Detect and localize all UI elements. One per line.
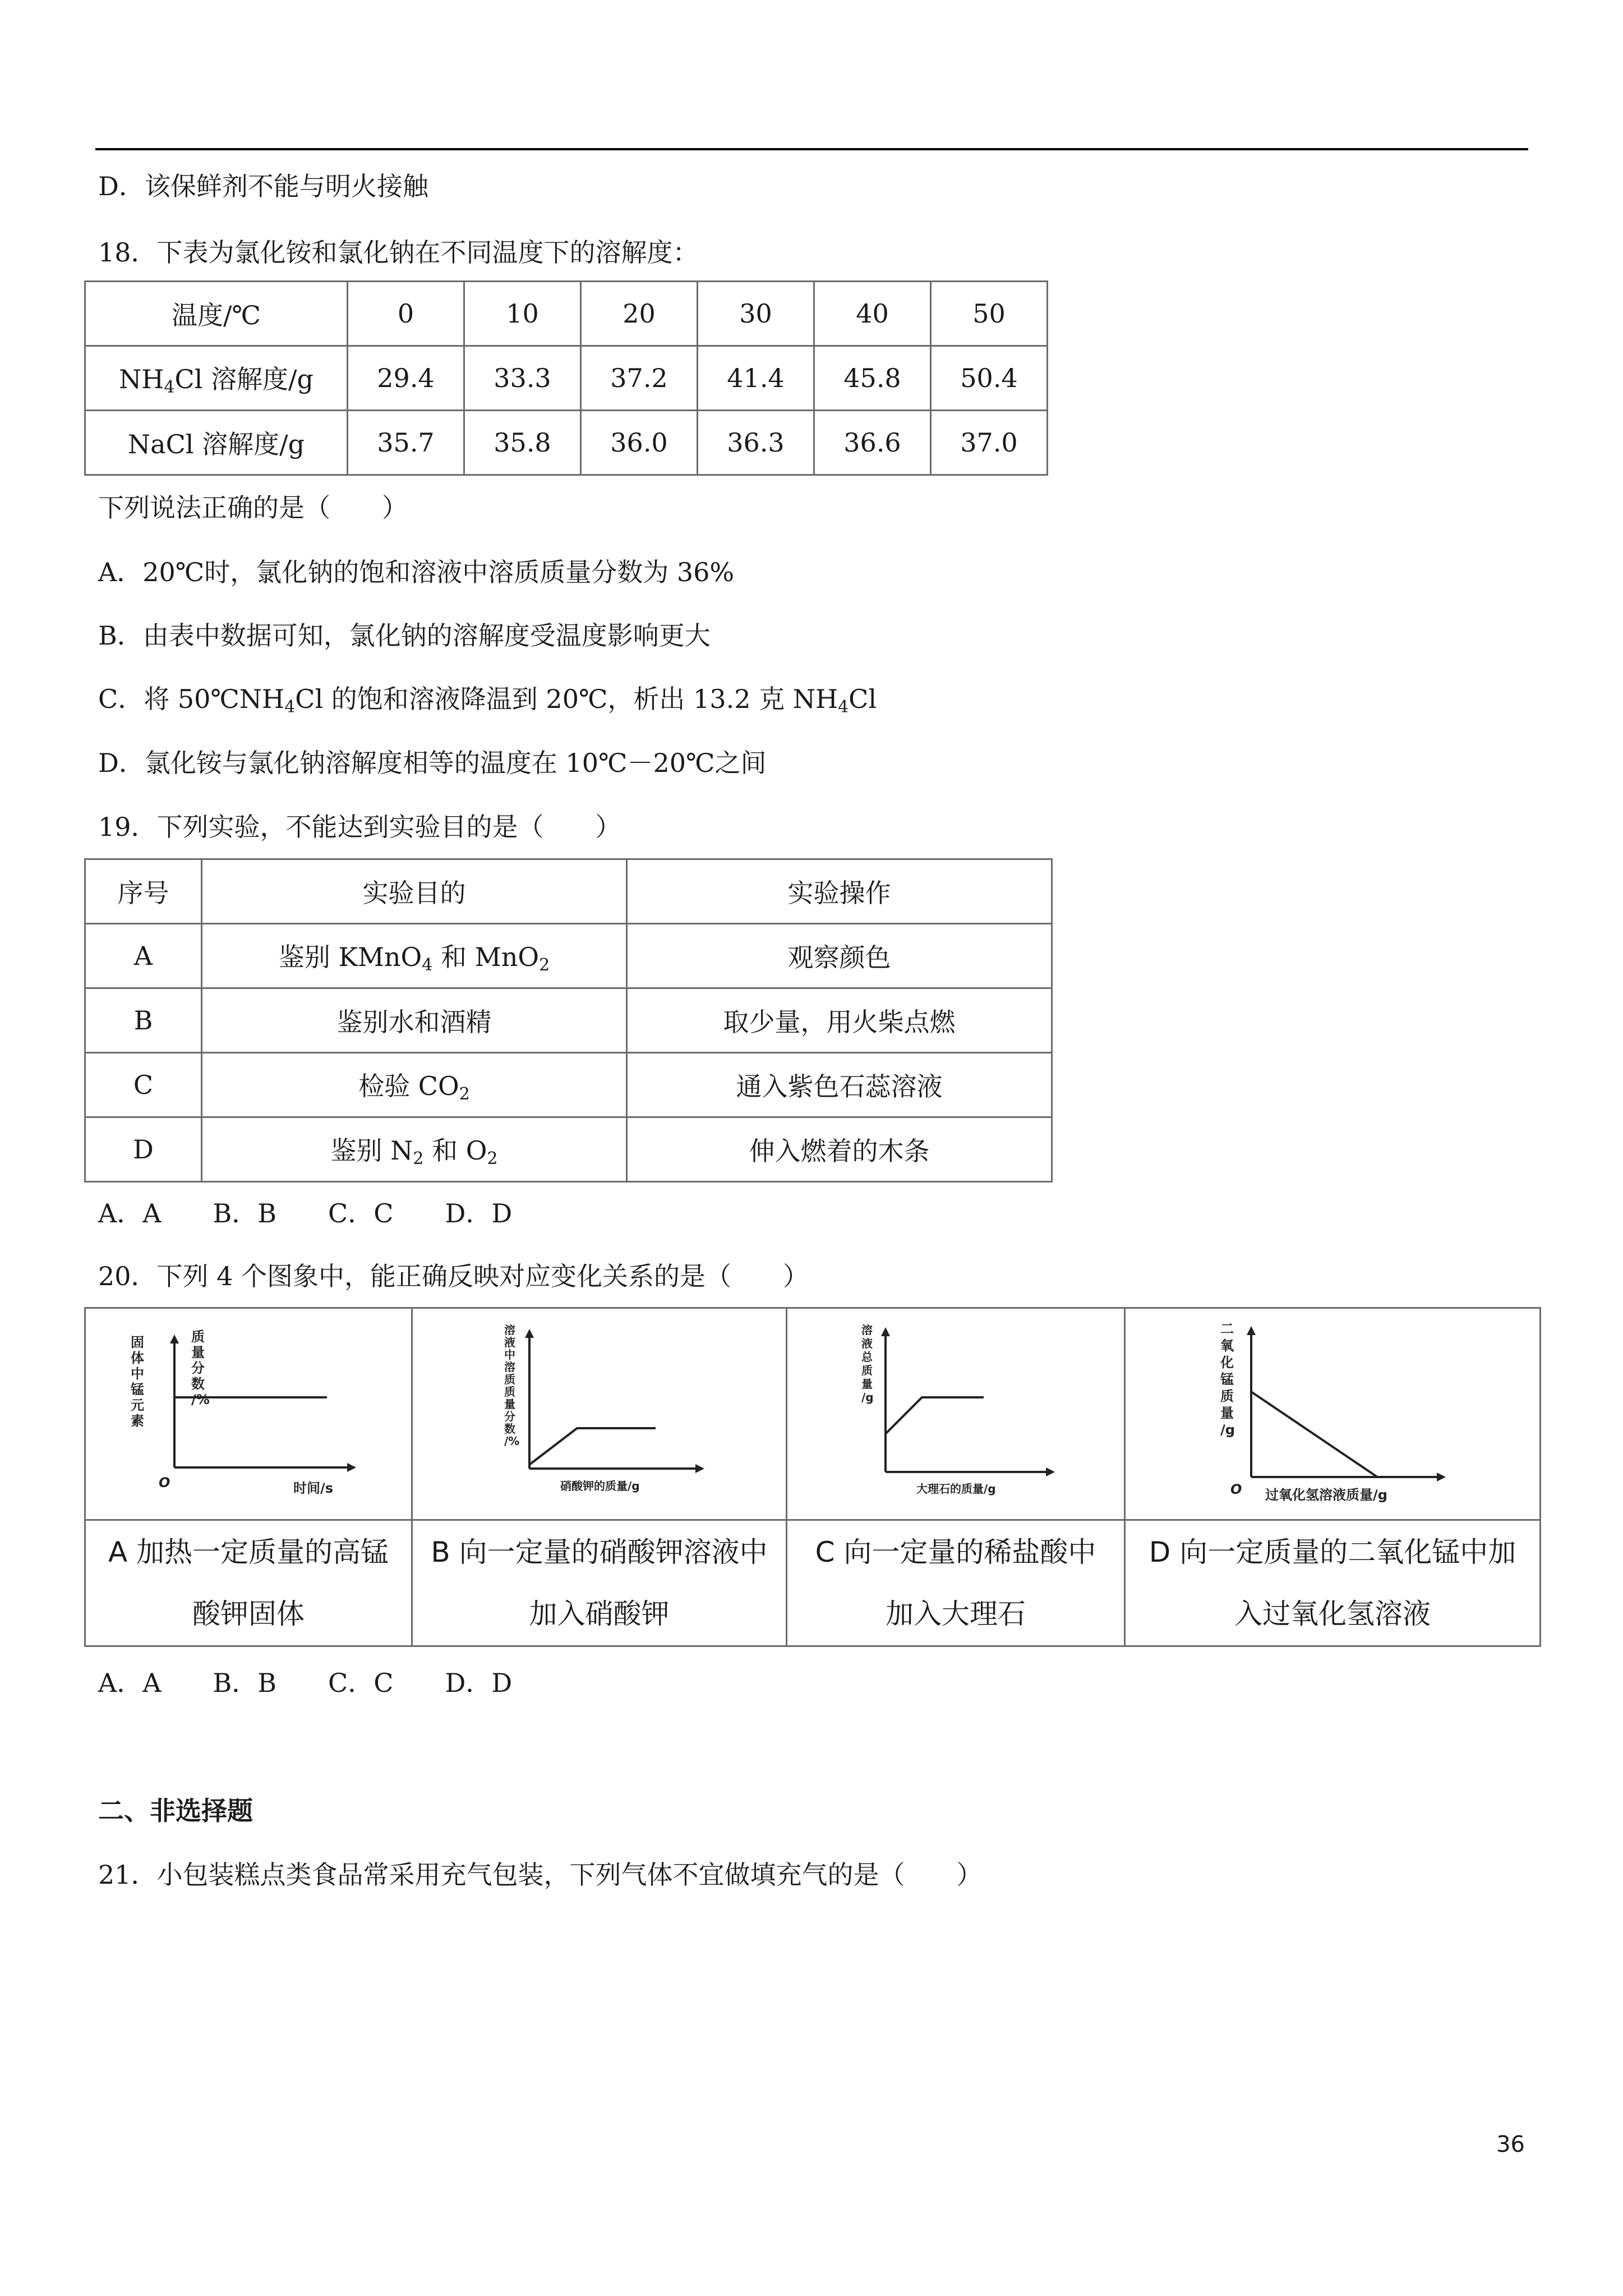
caption-d bbox=[1125, 1520, 1541, 1646]
graph-cell-b bbox=[412, 1308, 787, 1520]
graph-b-xlabel: 硝酸钾的质量/g bbox=[560, 1479, 640, 1493]
header-cell: 实验操作 bbox=[627, 859, 1052, 924]
nh4cl-cell: 45.8 bbox=[814, 346, 931, 411]
row-op: 观察颜色 bbox=[627, 924, 1052, 988]
row-goal bbox=[202, 924, 627, 988]
nh4cl-cell: 50.4 bbox=[931, 346, 1048, 411]
nh4cl-cell: 33.3 bbox=[464, 346, 581, 411]
caption-line: 加入大理石 bbox=[886, 1598, 1026, 1630]
q18-option-a: A．20℃时，氯化钠的饱和溶液中溶质质量分数为 36% bbox=[98, 557, 735, 587]
table-row bbox=[85, 346, 1048, 411]
goal-sub: 2 bbox=[413, 1149, 424, 1168]
graph-c bbox=[843, 1322, 1068, 1507]
goal-sub: 2 bbox=[487, 1149, 498, 1168]
graph-b-curve bbox=[529, 1428, 656, 1465]
graph-a bbox=[125, 1324, 372, 1504]
row-id: C bbox=[85, 1053, 202, 1117]
goal-part: 鉴别 N bbox=[330, 1135, 413, 1166]
nacl-cell: 36.3 bbox=[698, 411, 814, 475]
temp-cell: 0 bbox=[348, 282, 464, 346]
graph-d-origin: O bbox=[1230, 1481, 1242, 1497]
q21-stem: 21．小包装糕点类食品常采用充气包装，下列气体不宜做填充气的是（ ） bbox=[98, 1860, 983, 1890]
nacl-cell: 37.0 bbox=[931, 411, 1048, 475]
graph-c-xlabel: 大理石的质量/g bbox=[916, 1481, 996, 1496]
q18-option-c-part: Cl bbox=[849, 684, 877, 714]
caption-line: A 加热一定质量的高锰 bbox=[108, 1536, 389, 1568]
nacl-cell: 36.6 bbox=[814, 411, 931, 475]
nh4cl-label-pre: NH bbox=[119, 364, 164, 394]
caption-line: D 向一定质量的二氧化锰中加 bbox=[1149, 1536, 1516, 1568]
subscript-4: 4 bbox=[284, 697, 296, 717]
nh4cl-cell: 29.4 bbox=[348, 346, 464, 411]
caption-line: 入过氧化氢溶液 bbox=[1234, 1598, 1431, 1630]
q18-option-c-part: C．将 50℃NH bbox=[98, 684, 285, 714]
header-cell: 序号 bbox=[85, 859, 202, 924]
caption-b bbox=[412, 1520, 787, 1646]
goal-part: 和 MnO bbox=[432, 942, 540, 972]
q18-option-b: B．由表中数据可知，氯化钠的溶解度受温度影响更大 bbox=[98, 620, 711, 651]
goal-part: 检验 CO bbox=[358, 1071, 459, 1101]
caption-line: 加入硝酸钾 bbox=[529, 1598, 670, 1630]
temp-cell: 40 bbox=[814, 282, 931, 346]
temp-cell: 30 bbox=[698, 282, 814, 346]
nacl-cell: 35.7 bbox=[348, 411, 464, 475]
graph-a-xlabel: 时间/s bbox=[293, 1480, 334, 1496]
q18-option-c-part: Cl 的饱和溶液降温到 20℃，析出 13.2 克 NH bbox=[295, 684, 838, 714]
nh4cl-label bbox=[85, 346, 348, 411]
solubility-table bbox=[84, 280, 1048, 476]
graph-a-ylabel2: 质量分数/% bbox=[191, 1328, 210, 1407]
q20-choices: A．A B．B C．C D．D bbox=[98, 1668, 513, 1698]
goal-sub: 2 bbox=[539, 955, 550, 975]
temp-cell: 50 bbox=[931, 282, 1048, 346]
graph-d-xlabel: 过氧化氢溶液质量/g bbox=[1265, 1487, 1387, 1503]
table-row bbox=[85, 1117, 1052, 1182]
temp-cell: 20 bbox=[581, 282, 698, 346]
goal-part: 和 O bbox=[423, 1135, 487, 1166]
temp-label: 温度/℃ bbox=[85, 282, 348, 346]
q20-stem: 20．下列 4 个图象中，能正确反映对应变化关系的是（ ） bbox=[98, 1261, 809, 1291]
nacl-cell: 36.0 bbox=[581, 411, 698, 475]
row-goal: 鉴别水和酒精 bbox=[202, 988, 627, 1053]
caption-line: 酸钾固体 bbox=[192, 1598, 305, 1630]
goal-sub: 4 bbox=[422, 955, 433, 975]
q18-option-c bbox=[98, 682, 877, 724]
caption-line: C 向一定量的稀盐酸中 bbox=[815, 1536, 1096, 1568]
q18-prompt: 下列说法正确的是（ ） bbox=[98, 493, 408, 523]
graph-cell-d bbox=[1125, 1308, 1541, 1520]
goal-sub: 2 bbox=[459, 1084, 470, 1104]
table-row bbox=[85, 1520, 1541, 1646]
graph-c-curve bbox=[886, 1397, 984, 1434]
table-row bbox=[85, 411, 1048, 475]
temp-cell: 10 bbox=[464, 282, 581, 346]
page-number: 36 bbox=[1496, 2132, 1525, 2157]
caption-a bbox=[85, 1520, 412, 1646]
table-row bbox=[85, 1053, 1052, 1117]
table-row bbox=[85, 859, 1052, 924]
nh4cl-label-post: Cl 溶解度/g bbox=[174, 364, 313, 394]
graph-cell-c bbox=[787, 1308, 1125, 1520]
graph-d-curve bbox=[1251, 1392, 1377, 1477]
q19-stem: 19．下列实验，不能达到实验目的是（ ） bbox=[98, 812, 621, 842]
nacl-label: NaCl 溶解度/g bbox=[85, 411, 348, 475]
nh4cl-label-sub: 4 bbox=[164, 378, 175, 397]
q19-choices: A．A B．B C．C D．D bbox=[98, 1198, 513, 1228]
q18-option-d: D．氯化铵与氯化钠溶解度相等的温度在 10℃－20℃之间 bbox=[98, 748, 767, 778]
experiment-table bbox=[84, 858, 1053, 1182]
row-op: 取少量，用火柴点燃 bbox=[627, 988, 1052, 1053]
row-id: B bbox=[85, 988, 202, 1053]
graph-b-ylabel: 溶液中溶质质量分数/% bbox=[504, 1323, 519, 1448]
row-op: 通入紫色石蕊溶液 bbox=[627, 1053, 1052, 1117]
graph-a-ylabel: 固体中锰元素 bbox=[131, 1334, 144, 1429]
table-row bbox=[85, 1308, 1541, 1520]
subscript-4: 4 bbox=[838, 697, 849, 717]
row-id: A bbox=[85, 924, 202, 988]
graph-b bbox=[482, 1322, 717, 1507]
q18-stem: 18．下表为氯化铵和氯化钠在不同温度下的溶解度： bbox=[98, 237, 699, 268]
graph-c-ylabel: 溶液总质量/g bbox=[861, 1323, 874, 1404]
row-goal bbox=[202, 1053, 627, 1117]
caption-line: B 向一定量的硝酸钾溶液中 bbox=[431, 1536, 768, 1568]
row-op: 伸入燃着的木条 bbox=[627, 1117, 1052, 1182]
caption-c bbox=[787, 1520, 1125, 1646]
graph-d-ylabel: 二氧化锰质量/g bbox=[1220, 1320, 1235, 1438]
graph-cell-a bbox=[85, 1308, 412, 1520]
nh4cl-cell: 37.2 bbox=[581, 346, 698, 411]
row-id: D bbox=[85, 1117, 202, 1182]
graph-table bbox=[84, 1307, 1541, 1647]
header-cell: 实验目的 bbox=[202, 859, 627, 924]
nh4cl-cell: 41.4 bbox=[698, 346, 814, 411]
table-row bbox=[85, 924, 1052, 988]
graph-d bbox=[1204, 1319, 1461, 1510]
nacl-cell: 35.8 bbox=[464, 411, 581, 475]
q17-option-d: D．该保鲜剂不能与明火接触 bbox=[98, 171, 428, 201]
graph-a-origin: O bbox=[159, 1474, 170, 1490]
goal-part: 鉴别 KMnO bbox=[278, 942, 422, 972]
header-rule bbox=[95, 148, 1528, 150]
section-title: 二、非选择题 bbox=[98, 1796, 253, 1826]
table-row bbox=[85, 988, 1052, 1053]
row-goal bbox=[202, 1117, 627, 1182]
table-row bbox=[85, 282, 1048, 346]
